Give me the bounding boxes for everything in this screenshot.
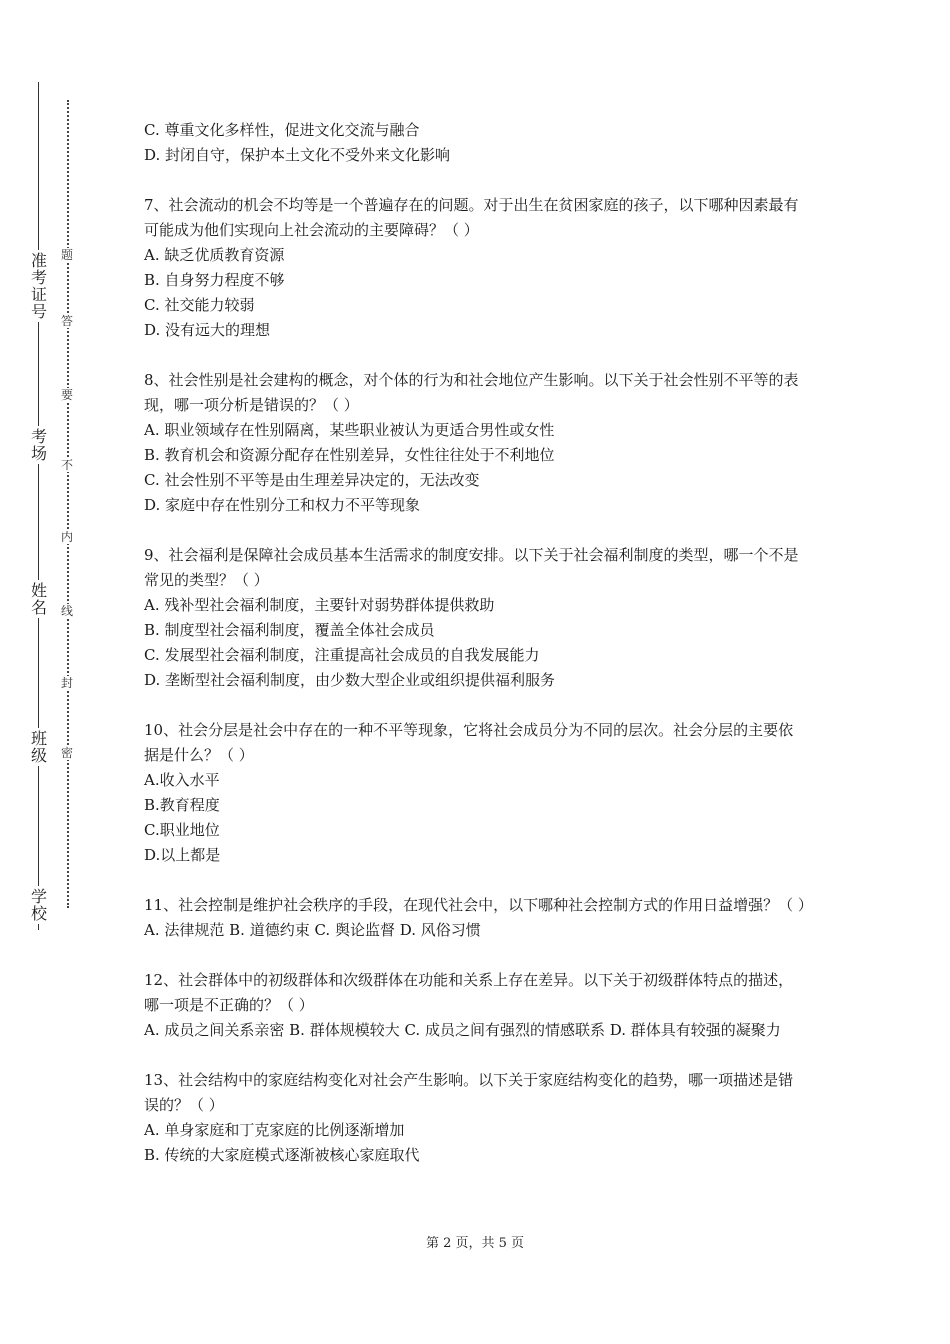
- seal-char: 封: [60, 676, 73, 690]
- question-stem: 7、社会流动的机会不均等是一个普遍存在的问题。对于出生在贫困家庭的孩子，以下哪种因素最有可能成为他们实现向上社会流动的主要障碍？（ ）: [144, 196, 799, 239]
- option-c: C. 社会性别不平等是由生理差异决定的，无法改变: [144, 471, 480, 489]
- question-list: [144, 118, 813, 1193]
- margin-field-school: [22, 886, 56, 924]
- options-inline: A. 成员之间关系亲密 B. 群体规模较大 C. 成员之间有强烈的情感联系 D. 群体具有较强的凝聚力: [144, 1021, 781, 1039]
- margin-dotted-seal-line: [67, 100, 69, 908]
- margin-field-label: 姓 名: [30, 581, 47, 617]
- option-b: B. 制度型社会福利制度，覆盖全体社会成员: [144, 621, 435, 639]
- option-d: D. 没有远大的理想: [144, 321, 271, 339]
- question-stem: 12、社会群体中的初级群体和次级群体在功能和关系上存在差异。以下关于初级群体特点的描述，哪一项是不正确的？（ ）: [144, 971, 794, 1014]
- margin-field-exam-room: [22, 426, 56, 464]
- seal-char: 内: [60, 530, 73, 544]
- margin-field-label: 学 校: [30, 887, 47, 923]
- question-12: [144, 968, 808, 1043]
- options-inline: A. 法律规范 B. 道德约束 C. 舆论监督 D. 风俗习惯: [144, 921, 481, 939]
- option-b: B. 传统的大家庭模式逐渐被核心家庭取代: [144, 1146, 420, 1164]
- question-8: [144, 368, 808, 518]
- margin-field-exam-id: [22, 250, 56, 322]
- option-c: C. 尊重文化多样性，促进文化交流与融合: [144, 121, 420, 139]
- option-a: A. 单身家庭和丁克家庭的比例逐渐增加: [144, 1121, 405, 1139]
- question-stem: 11、社会控制是维护社会秩序的手段，在现代社会中，以下哪种社会控制方式的作用日益增强？（ ）: [144, 896, 813, 914]
- question-9: [144, 543, 808, 693]
- question-stem: 9、社会福利是保障社会成员基本生活需求的制度安排。以下关于社会福利制度的类型，哪一个不是常见的类型？（ ）: [144, 546, 799, 589]
- question-stem: 10、社会分层是社会中存在的一种不平等现象，它将社会成员分为不同的层次。社会分层的主要依据是什么？（ ）: [144, 721, 794, 764]
- margin-field-name: [22, 580, 56, 618]
- question-10: [144, 718, 808, 868]
- question-7: [144, 193, 808, 343]
- margin-field-label: 班 级: [30, 729, 47, 765]
- option-d: D.以上都是: [144, 846, 221, 864]
- question-6-continued: [144, 118, 808, 168]
- option-a: A. 残补型社会福利制度，主要针对弱势群体提供救助: [144, 596, 495, 614]
- margin-field-label: 考 场: [30, 427, 47, 463]
- seal-char: 题: [60, 248, 73, 262]
- option-b: B. 教育机会和资源分配存在性别差异，女性往往处于不利地位: [144, 446, 555, 464]
- option-a: A. 缺乏优质教育资源: [144, 246, 285, 264]
- margin-field-class: [22, 728, 56, 766]
- option-d: D. 家庭中存在性别分工和权力不平等现象: [144, 496, 421, 514]
- margin-solid-line: [38, 82, 39, 930]
- option-c: C. 社交能力较弱: [144, 296, 255, 314]
- option-b: B. 自身努力程度不够: [144, 271, 285, 289]
- seal-char: 不: [60, 458, 73, 472]
- page-footer: [0, 1232, 950, 1251]
- option-c: C.职业地位: [144, 821, 220, 839]
- seal-char: 线: [60, 604, 73, 618]
- question-stem: 8、社会性别是社会建构的概念，对个体的行为和社会地位产生影响。以下关于社会性别不平等的表现，哪一项分析是错误的？（ ）: [144, 371, 799, 414]
- option-b: B.教育程度: [144, 796, 220, 814]
- option-a: A. 职业领域存在性别隔离，某些职业被认为更适合男性或女性: [144, 421, 555, 439]
- margin-field-label: 准 考 证 号: [30, 251, 47, 321]
- seal-char: 密: [60, 746, 73, 760]
- question-13: [144, 1068, 808, 1168]
- option-d: D. 垄断型社会福利制度，由少数大型企业或组织提供福利服务: [144, 671, 556, 689]
- option-c: C. 发展型社会福利制度，注重提高社会成员的自我发展能力: [144, 646, 540, 664]
- seal-char: 要: [60, 388, 73, 402]
- option-d: D. 封闭自守，保护本土文化不受外来文化影响: [144, 146, 451, 164]
- question-stem: 13、社会结构中的家庭结构变化对社会产生影响。以下关于家庭结构变化的趋势，哪一项描述是错误的？（ ）: [144, 1071, 794, 1114]
- question-11: [144, 893, 813, 943]
- page-number: 第 2 页，共 5 页: [425, 1236, 525, 1251]
- option-a: A.收入水平: [144, 771, 220, 789]
- seal-char: 答: [60, 314, 73, 328]
